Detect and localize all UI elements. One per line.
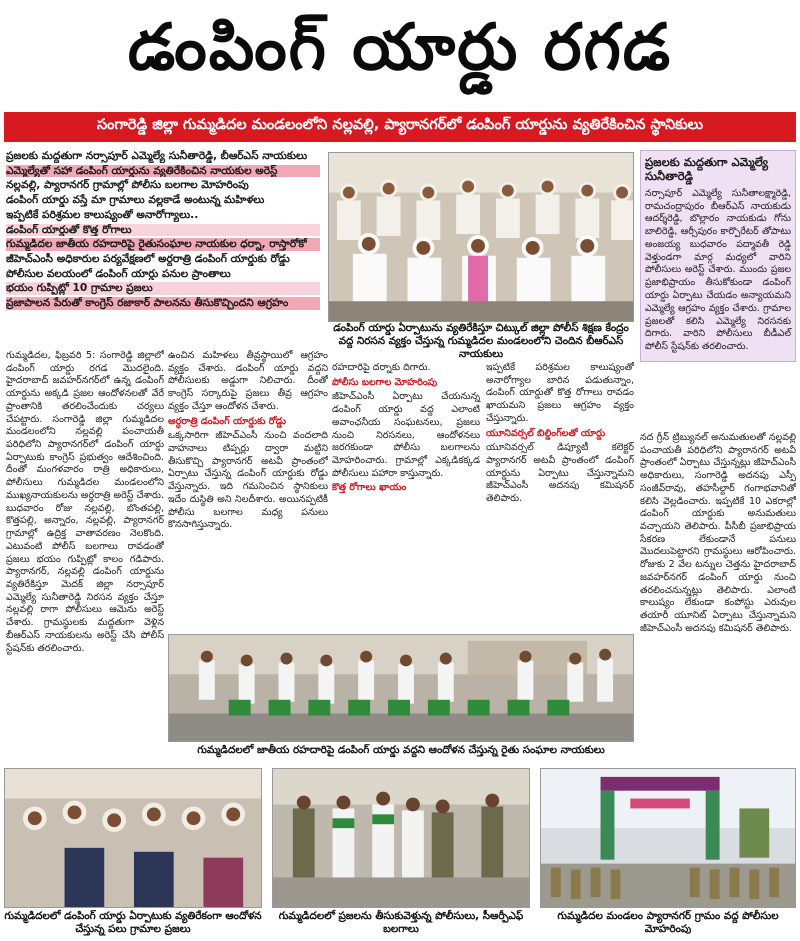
pointer-item: ఇప్పటికే పరిశ్రమల కాలుష్యంతో అనారోగ్యాలు.. [6,208,199,221]
photo-protest-sitting [328,152,634,322]
pointer-item: ప్రజాపాలన పేరుతో కాంగ్రెస్ రజాకార్ పాలనను తీసుకొచ్చిందని ఆగ్రహం [6,297,320,310]
article-column-3 [332,362,634,630]
pointer-item: గుమ్మడిదల జాతీయ రహదారిపై రైతుసంఘాల నాయకుల ధర్నా, రాస్తారోకో [6,238,320,251]
column-2-text-b: ఒక్కసారిగా జీహెచ్ఎంసీ నుంచి వందలాది వాహనాలు టిప్పర్లు ద్వారా మట్టిని తీసుకొచ్చి ప్యారానగర్ అటవీ ప్రాంతంలో ఏర్పాటు చేస్తున్న డంపింగ్ యార్డుకు రోడ్డు వేస్తున్నారు. ఇది గమనించిన స్థానికులు ఇదేం దుస్థితి అని నిలదీశారు. అయినప్పటికీ పోలీసు బలగాల మధ్య పనులు కొనసాగిస్తున్నారు. [168,430,328,531]
column-3-subhead-1: పోలీసు బలగాల మోహరింపు [332,376,438,388]
strapline: సంగారెడ్డి జిల్లా గుమ్మడిదల మండలంలోని నల్లవల్లి, ప్యారానగర్‌లో డంపింగ్ యార్డును వ్యతిరేకించిన స్థానికులు [4,112,796,142]
pointer-item: నల్లవల్లి, ప్యారానగర్ గ్రామాల్లో పోలీసు బలగాల మోహరింపు [6,179,249,192]
sidebox [640,150,796,362]
pointer-item: ప్రజలకు మద్దతుగా నర్సాపూర్ ఎమ్మెల్యే సునీతారెడ్డి, బీఆర్ఎస్ నాయకులు [6,150,308,162]
photo-villagers-protest [4,768,262,908]
sidebox-title: ప్రజలకు మద్దతుగా ఎమ్మెల్యే సునీతారెడ్డి [645,155,768,184]
pointer-item: డంపింగ్ యార్డుతో కొత్త రోగాలు [6,224,320,237]
pointer-item: జీహెచ్ఎంసీ అధికారుల పర్యవేక్షణలో అర్ధరాత్రి డంపింగ్ యార్డుకు రోడ్డు [6,252,290,265]
pointer-item: ఎమ్మెల్యేతో సహా డంపింగ్ యార్డును వ్యతిరేకించిన నాయకుల అరెస్ట్ [6,165,320,178]
column-1-text: గుమ్మడిదల, ఫిబ్రవరి 5: సంగారెడ్డి జిల్లాలో డంపింగ్ యార్డు రగడ మొదలైంది. హైదరాబాద్ జవహర్‌నగర్‌లో ఉన్న డంపింగ్ యార్డును అక్కడి ప్రజల ఆందోళనలతో వేరే ప్రాంతానికి తరలించేందుకు చర్యలు చేపట్టారు. సంగారెడ్డి జిల్లా గుమ్మడిదల మండలంలోని నల్లవల్లి పంచాయతీ పరిధిలోని ప్యారానగర్‌లో డంపింగ్ యార్డు ఏర్పాటుకు కాంగ్రెస్ ప్రభుత్వం ఆదేశించింది. దీంతో మంగళవారం రాత్రి అధికారులు, పోలీసులు గుమ్మడిదల మండలంలోని ముఖ్యనాయకులను అర్ధరాత్రి అరెస్ట్ చేశారు. బుధవారం రోజు నల్లవల్లి, బొంతపల్లి, కొత్తపల్లి, అన్నారం, నల్లవల్లి, ప్యారానగర్ గ్రామాల్లో ఉద్రిక్త వాతావరణం నెలకొంది. ఎటువంటి పోలీస్ బలగాలు రావడంతో ప్రజలు భయం గుప్పిట్లో కాలం గడిపారు. ప్యారానగర్, నల్లవల్లి డంపింగ్ యార్డును వ్యతిరేకిస్తూ మెదక్ జిల్లా నర్సాపూర్ ఎమ్మెల్యే సునీతారెడ్డి నిరసన వ్యక్తం చేస్తూ నల్లవల్లి రాగా పోలీసులు ఆమెను అరెస్ట్ చేశారు. గ్రామస్థులకు మద్దతుగా వెళ్లిన బీఆర్ఎస్ నాయకులను అరెస్ట్ చేసి పోలీస్ స్టేషన్‌కు తరలించారు. [6,350,164,654]
article-column-4 [640,432,796,752]
caption-photo-b3: గుమ్మడిదల మండలం ప్యారానగర్ గ్రామం వద్ద పోలీసుల మోహరింపు [557,910,779,935]
caption-photo-main: డంపింగ్ యార్డు ఏర్పాటును వ్యతిరేకిస్తూ చిట్కుల్ జిల్లా పోలీస్ శిక్షణ కేంద్రం వద్ద నిరసన వ్యక్తం చేస్తున్న గుమ్మడిదల మండలంలోని చెందిన బీఆర్ఎస్ నాయకులు [333,322,629,360]
caption-photo-b1: గుమ్మడిదలలో డంపింగ్ యార్డు ఏర్పాటుకు వ్యతిరేకంగా ఆందోళన చేస్తున్న పలు గ్రామాల ప్రజలు [4,910,262,935]
caption-photo-center: గుమ్మడిదలలో జాతీయ రహదారిపై డంపింగ్ యార్డు వద్దని ఆందోళన చేస్తున్న రైతు సంఘాల నాయకులు [197,744,605,756]
pointer-item: భయం గుప్పిట్లో 10 గ్రామాల ప్రజలు [6,282,320,295]
column-3-text-b: జీహెచ్ఎంసీ ఏర్పాటు చేయనున్న డంపింగ్ యార్డు వద్ద ఎలాంటి అవాంఛనీయ సంఘటనలు, ప్రజలు నుంచి నిరసనలు, ఆందోళనలు జరగకుండా పోలీసు బలగాలను మోహరించారు. గ్రామాల్లో ఎక్కడికక్కడ పోలీసులు పహారా కాస్తున్నారు. [332,391,480,479]
pointer-item: డంపింగ్ యార్డు వస్తే మా గ్రామాలు వల్లకాడే అంటున్న మహిళలు [6,194,265,207]
column-3-text-d: యూనివర్సల్ డిప్యూటీ కలెక్టర్ ప్యారానగర్ అటవీ ప్రాంతంలో డంపింగ్ యార్డును ఏర్పాటు చేస్తున్నామని జీహెచ్ఎంసీ అదనపు కమిషనర్ తెలిపారు. [486,442,634,505]
column-2-subhead: అర్ధరాత్రి డంపింగ్ యార్డుకు రోడ్డు [168,415,287,427]
article-column-2 [168,350,328,630]
column-3-text-c: ఇప్పటికే పరిశ్రమల కాలుష్యంతో అనారోగ్యాల బారిన పడుతున్నాం, డంపింగ్ యార్డుతో కొత్త రోగాలు రావడం ఖాయమని ప్రజలు ఆగ్రహం వ్యక్తం చేస్తున్నారు. [486,362,634,424]
column-3-text-a: రహదారిపై దర్నాకు దిగారు. [332,362,431,373]
headline: డంపింగ్ యార్డు రగడ [127,10,673,85]
photo-police-escort [272,768,530,908]
column-4-text: నద గ్రీన్ ట్రిబ్యునల్ అనుమతులతో నల్లవల్లి పంచాయతీ పరిధిలోని ప్యారానగర్ అటవీ ప్రాంతంలో ఏర్పాటు చేస్తున్నట్లు జీహెచ్ఎంసీ అధికారులు, సంగారెడ్డి అదనపు ఎస్పీ సంజీవ్‌రావు, తహసీల్దార్ గంగాభవానితో కలిసి వెల్లడించారు. ఇప్పటికే 10 ఎకరాల్లో డంపింగ్ యార్డుకు అనుమతులు వచ్చాయని తెలిపారు. పీసీబీ ప్రజాభిప్రాయ సేకరణ లేకుండానే పనులు మొదలుపెట్టారని గ్రామస్థులు ఆరోపించారు. రోజుకు 2 వేల టన్నుల చెత్తను హైదరాబాద్ జవహర్‌నగర్ డంపింగ్ యార్డు నుంచి తరలించనున్నట్లు తెలిపారు. ఎలాంటి కాలుష్యం లేకుండా కంపోస్టు ఎరువుల తయారీ యూనిట్ ఏర్పాటు చేస్తున్నామని జీహెచ్ఎంసీ అదనపు కమిషనర్ తెలిపారు. [640,432,796,634]
sidebox-body: నర్సాపూర్ ఎమ్మెల్యే సునీతాలక్ష్మారెడ్డి, రామచంద్రాపురం బీఆర్ఎస్ నాయకుడు ఆదర్శ్‌రెడ్డి, బొల్లారం నాయకుడు గోను బాలిరెడ్డి, ఆర్సీపురం కార్పొరేటర్ తోపాటు అంజయ్య బుధవారం పద్మావతీ రెడ్డి వెళ్తుండగా మార్గ మధ్యలో వారిని పోలీసులు అరెస్ట్ చేశారు. ముందు ప్రజల ప్రజాభిప్రాయం తీసుకోకుండా డంపింగ్ యార్డు ఏర్పాటు చేయడం అన్యాయమని ఎమ్మెల్యే ఆగ్రహం వ్యక్తం చేశారు. గ్రామాల ప్రజలతో కలిసి ఎమ్మెల్యే నిరసనకు దిగారు. వారిని పోలీసులు బీడీఎల్ పోలీస్ స్టేషన్‌కు తరలించారు. [645,187,791,353]
caption-photo-b2: గుమ్మడిదలలో ప్రజలను తీసుకువెళ్తున్న పోలీసులు, సీఆర్పీఎఫ్ బలగాలు [278,910,524,935]
column-3-subhead-2: కొత్త రోగాలు ఖాయం [332,482,407,494]
photo-highway-protest [168,634,634,742]
article-column-1 [6,350,164,750]
pointer-item: పోలీసుల వలయంలో డంపింగ్ యార్డు పనుల ప్రాంతాలు [6,267,231,280]
column-3-subhead-3: యూనివర్సల్ బిల్డింగ్‌లతో యార్డు [486,427,606,439]
photo-police-deployment [540,768,796,908]
pointer-list [6,150,320,342]
column-2-text-a: ఉంచిన మహిళలు తీవ్రస్థాయిలో ఆగ్రహం వ్యక్తం చేశారు. డంపింగ్ యార్డు వద్దని పోలీసులకు అడ్డుగా నిలిచారు. దీంతో కాంగ్రెస్ సర్కారుపై ప్రజలు తీవ్ర ఆగ్రహం వ్యక్తం చేస్తూ ఆందోళన చేశారు. [168,350,328,412]
